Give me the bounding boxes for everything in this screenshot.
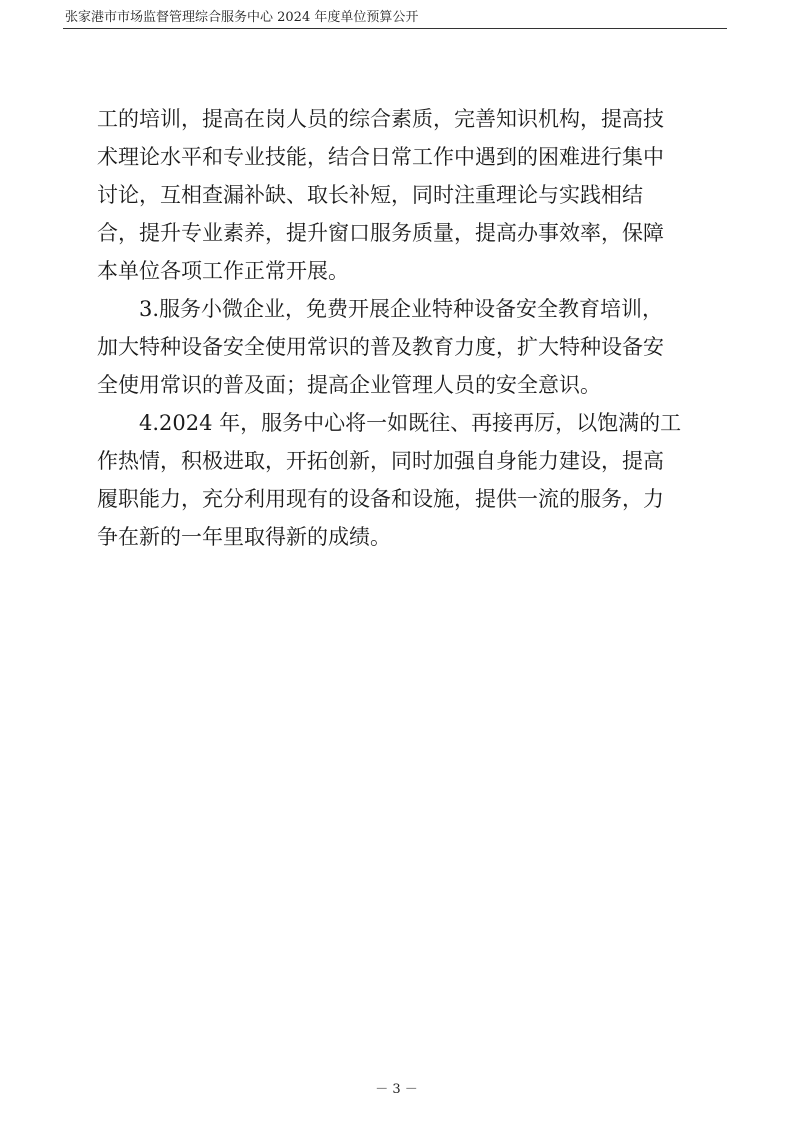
paragraph-line: 术理论水平和专业技能，结合日常工作中遇到的困难进行集中 (97, 145, 664, 169)
document-body (97, 100, 717, 556)
header-title: 张家港市市场监督管理综合服务中心 2024 年度单位预算公开 (65, 10, 419, 25)
paragraph-line: 4.2024 年，服务中心将一如既往、再接再厉，以饱满的工 (139, 411, 682, 435)
paragraph-line: 3.服务小微企业，免费开展企业特种设备安全教育培训， (139, 297, 664, 321)
paragraph-line: 讨论，互相查漏补缺、取长补短，同时注重理论与实践相结 (97, 183, 643, 207)
paragraph-line: 合，提升专业素养，提升窗口服务质量，提高办事效率，保障 (97, 221, 664, 245)
paragraph-line: 争在新的一年里取得新的成绩。 (97, 525, 391, 549)
paragraph-line: 工的培训，提高在岗人员的综合素质，完善知识机构，提高技 (97, 107, 664, 131)
paragraph-line: 作热情，积极进取，开拓创新，同时加强自身能力建设，提高 (97, 449, 664, 473)
paragraph-line: 履职能力，充分利用现有的设备和设施，提供一流的服务，力 (97, 487, 664, 511)
page-header (63, 8, 727, 29)
paragraph-line: 全使用常识的普及面；提高企业管理人员的安全意识。 (97, 373, 601, 397)
paragraph-line: 加大特种设备安全使用常识的普及教育力度，扩大特种设备安 (97, 335, 664, 359)
page-number: － 3 － (375, 1082, 418, 1097)
paragraph-line: 本单位各项工作正常开展。 (97, 259, 349, 283)
